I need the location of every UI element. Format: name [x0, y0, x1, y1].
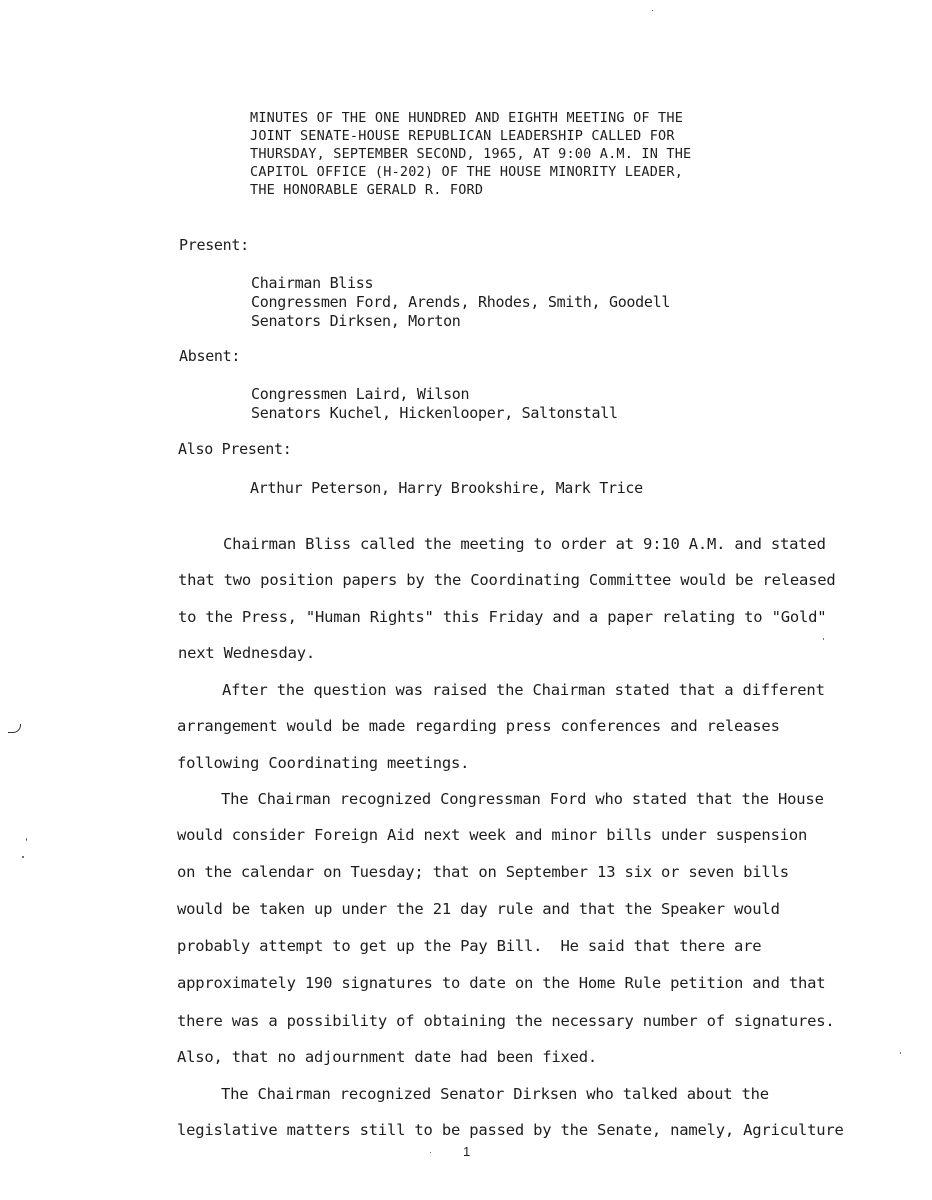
paragraph-line: would be taken up under the 21 day rule and that the Speaker would: [177, 900, 780, 918]
margin-mark: [8, 724, 21, 733]
present-line: Chairman Bliss: [251, 274, 374, 292]
paragraph-line: Chairman Bliss called the meeting to order at 9:10 A.M. and stated: [223, 535, 826, 553]
present-line: Congressmen Ford, Arends, Rhodes, Smith, Goodell: [251, 293, 671, 311]
absent-line: Senators Kuchel, Hickenlooper, Saltonstall: [251, 404, 618, 422]
absent-label: Absent:: [179, 347, 241, 365]
paragraph-line: to the Press, "Human Rights" this Friday and a paper relating to "Gold": [178, 608, 827, 626]
paragraph-line: on the calendar on Tuesday; that on September 13 six or seven bills: [177, 863, 789, 881]
paragraph-line: The Chairman recognized Senator Dirksen who talked about the: [221, 1085, 769, 1103]
scan-speck: [823, 638, 824, 640]
paragraph-line: After the question was raised the Chairman stated that a different: [222, 681, 825, 699]
paragraph-line: legislative matters still to be passed by the Senate, namely, Agriculture: [177, 1121, 844, 1139]
paragraph-line: probably attempt to get up the Pay Bill. He said that there are: [177, 937, 762, 955]
present-line: Senators Dirksen, Morton: [251, 312, 461, 330]
paragraph-line: following Coordinating meetings.: [177, 754, 470, 772]
also-present-label: Also Present:: [178, 440, 292, 458]
scan-speck: [652, 10, 653, 11]
paragraph-line: there was a possibility of obtaining the necessary number of signatures.: [177, 1012, 835, 1030]
scan-speck: [26, 838, 27, 841]
paragraph-line: next Wednesday.: [178, 644, 315, 662]
scan-speck: [22, 856, 24, 858]
paragraph-line: The Chairman recognized Congressman Ford who stated that the House: [221, 790, 824, 808]
title-line: JOINT SENATE-HOUSE REPUBLICAN LEADERSHIP CALLED FOR: [250, 128, 675, 144]
paragraph-line: that two position papers by the Coordinating Committee would be released: [178, 571, 836, 589]
present-label: Present:: [179, 236, 249, 254]
scan-speck: [430, 1152, 431, 1153]
paragraph-line: Also, that no adjournment date had been fixed.: [177, 1048, 598, 1066]
scan-speck: [900, 1052, 901, 1054]
paragraph-line: would consider Foreign Aid next week and minor bills under suspension: [177, 826, 808, 844]
absent-line: Congressmen Laird, Wilson: [251, 385, 470, 403]
paragraph-line: arrangement would be made regarding press conferences and releases: [177, 717, 780, 735]
paragraph-line: approximately 190 signatures to date on the Home Rule petition and that: [177, 974, 826, 992]
title-line: MINUTES OF THE ONE HUNDRED AND EIGHTH MEETING OF THE: [250, 110, 684, 126]
page-number: 1: [463, 1144, 471, 1159]
title-line: CAPITOL OFFICE (H-202) OF THE HOUSE MINORITY LEADER,: [250, 164, 684, 180]
also-present-line: Arthur Peterson, Harry Brookshire, Mark Trice: [250, 479, 643, 497]
title-line: THURSDAY, SEPTEMBER SECOND, 1965, AT 9:00 A.M. IN THE: [250, 146, 692, 162]
title-line: THE HONORABLE GERALD R. FORD: [250, 182, 484, 198]
